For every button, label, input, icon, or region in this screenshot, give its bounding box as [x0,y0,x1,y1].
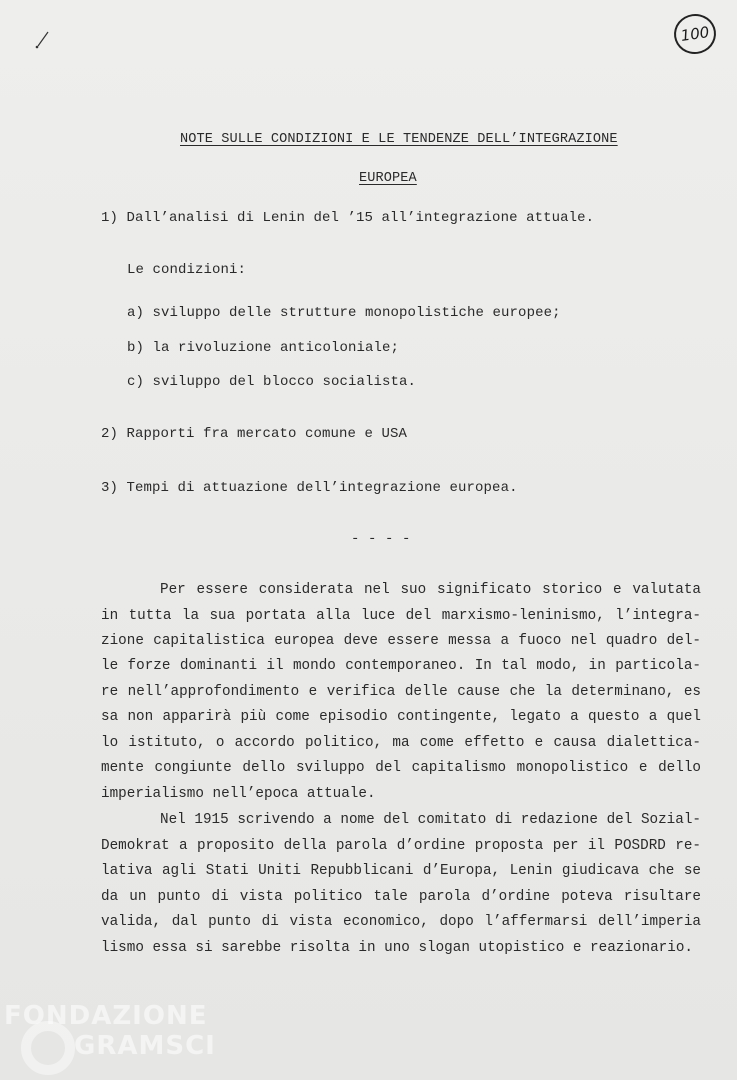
paragraph-1-line: in tutta la sua portata alla luce del marxismo-leninismo, l’integra- [101,608,701,624]
paragraph-1-line: lo istituto, o accordo politico, ma come effetto e causa dialettica- [101,735,701,751]
paragraph-2-line: Demokrat a proposito della parola d’ordine proposta per il POSDRD re- [101,838,701,854]
document-title: NOTE SULLE CONDIZIONI E LE TENDENZE DELL’INTEGRAZIONE [180,132,618,147]
paragraph-2-line: valida, dal punto di vista economico, dopo l’affermarsi dell’imperia [101,914,701,930]
foundation-watermark [0,985,216,1080]
paragraph-1-line: mente congiunte dello sviluppo del capitalismo monopolistico e dello [101,760,701,776]
condition-b: b) la rivoluzione anticoloniale; [127,340,400,356]
document-title-continued: EUROPEA [359,171,417,186]
condition-c: c) sviluppo del blocco socialista. [127,374,417,390]
section-separator: - - - - [351,531,411,547]
outline-item-2: 2) Rapporti fra mercato comune e USA [101,426,408,442]
paragraph-1-line: Per essere considerata nel suo significato storico e valutata [160,582,701,598]
paragraph-2-line: Nel 1915 scrivendo a nome del comitato di redazione del Sozial- [160,812,701,828]
paragraph-2-line: lativa agli Stati Uniti Repubblicani d’Europa, Lenin giudicava che se [101,863,701,879]
paragraph-1-line: sa non apparirà più come episodio contingente, legato a questo a quel [101,709,701,725]
outline-item-3: 3) Tempi di attuazione dell’integrazione europea. [101,480,518,496]
paragraph-2-line: da un punto di vista politico tale parola d’ordine poteva risultare [101,889,701,905]
paragraph-1-line: le forze dominanti il mondo contemporaneo. In tal modo, in particola- [101,658,701,674]
watermark-line-1: FONDAZIONE [4,1001,208,1031]
paragraph-1-line: re nell’approfondimento e verifica delle cause che la determinano, es [101,684,701,700]
pencil-mark-icon [34,28,54,50]
page-number: 100 [671,11,718,56]
paragraph-1-line: imperialismo nell’epoca attuale. [101,786,376,802]
condition-a: a) sviluppo delle strutture monopolistiche europee; [127,305,561,321]
outline-item-1: 1) Dall’analisi di Lenin del ’15 all’integrazione attuale. [101,210,595,226]
paragraph-2-line: lismo essa si sarebbe risolta in uno slogan utopistico e reazionario. [101,940,693,956]
conditions-label: Le condizioni: [127,262,247,278]
paragraph-1-line: zione capitalistica europea deve essere messa a fuoco nel quadro del- [101,633,701,649]
watermark-line-2: GRAMSCI [74,1031,216,1061]
